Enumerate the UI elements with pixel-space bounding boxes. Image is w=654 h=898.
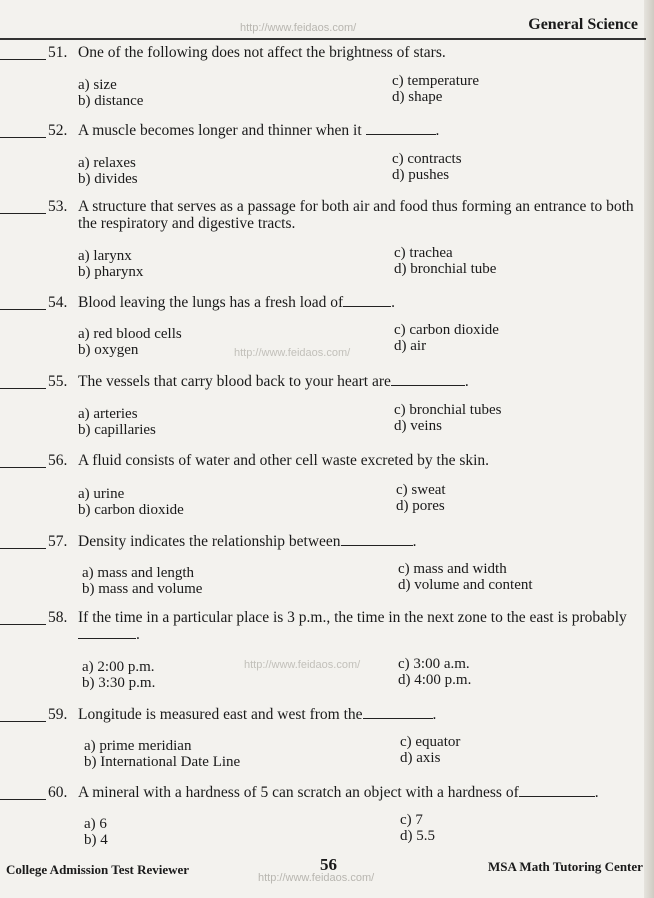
question-number: 55. xyxy=(48,373,68,390)
choice-b: b) divides xyxy=(78,171,138,187)
choice-d: d) volume and content xyxy=(398,577,533,593)
question-number: 52. xyxy=(48,122,68,139)
choice-c: c) temperature xyxy=(392,73,480,89)
choices-right xyxy=(394,245,496,277)
question-number: 58. xyxy=(48,609,68,626)
choice-a: a) relaxes xyxy=(78,155,136,171)
choice-a: a) size xyxy=(78,77,117,93)
watermark-url: http://www.feidaos.com/ xyxy=(234,347,351,359)
choice-d: d) pores xyxy=(396,498,445,514)
fill-in-blank[interactable] xyxy=(363,706,433,719)
choice-a: a) 2:00 p.m. xyxy=(82,659,155,675)
choice-a: a) 6 xyxy=(84,816,107,832)
choice-d: d) 4:00 p.m. xyxy=(398,672,472,688)
choices-right xyxy=(400,812,435,844)
footer-book-title: College Admission Test Reviewer xyxy=(6,862,190,877)
question-text: If the time in a particular place is 3 p.m., the time in the next zone to the east is probably . xyxy=(78,609,627,643)
choice-a: a) arteries xyxy=(78,406,138,422)
question-59 xyxy=(0,706,646,770)
choice-d: d) 5.5 xyxy=(400,828,435,844)
choice-d: d) air xyxy=(394,338,427,354)
header-divider xyxy=(0,38,646,40)
choice-c: c) contracts xyxy=(392,151,462,167)
choices-right xyxy=(392,151,462,183)
choice-c: c) equator xyxy=(400,734,461,750)
choice-b: b) carbon dioxide xyxy=(78,502,184,518)
question-number: 56. xyxy=(48,452,68,469)
answer-blank[interactable] xyxy=(0,609,46,625)
question-53 xyxy=(0,198,646,280)
choices-left xyxy=(78,155,138,187)
answer-blank[interactable] xyxy=(0,452,46,468)
fill-in-blank[interactable] xyxy=(341,533,413,546)
question-text: A muscle becomes longer and thinner when it . xyxy=(78,122,440,139)
choice-c: c) sweat xyxy=(396,482,446,498)
choices-right xyxy=(398,561,533,593)
choice-d: d) axis xyxy=(400,750,441,766)
page-title: General Science xyxy=(528,16,638,33)
question-text: Longitude is measured east and west from the . xyxy=(78,706,437,723)
answer-blank[interactable] xyxy=(0,533,46,549)
fill-in-blank[interactable] xyxy=(78,626,136,639)
choice-c: c) 3:00 a.m. xyxy=(398,656,470,672)
answer-blank[interactable] xyxy=(0,198,46,214)
choice-c: c) 7 xyxy=(400,812,423,828)
answer-blank[interactable] xyxy=(0,294,46,310)
choice-c: c) trachea xyxy=(394,245,453,261)
answer-blank[interactable] xyxy=(0,784,46,800)
choices-left xyxy=(78,248,143,280)
choice-a: a) larynx xyxy=(78,248,132,264)
choice-d: d) shape xyxy=(392,89,443,105)
choice-b: b) International Date Line xyxy=(84,754,241,770)
question-57 xyxy=(0,533,646,597)
choices-left xyxy=(78,77,143,109)
watermark-url: http://www.feidaos.com/ xyxy=(244,659,361,671)
choice-a: a) prime meridian xyxy=(84,738,192,754)
choices-right xyxy=(400,734,460,766)
choice-c: c) bronchial tubes xyxy=(394,402,502,418)
choices-left xyxy=(84,738,240,770)
choice-b: b) capillaries xyxy=(78,422,156,438)
choice-b: b) mass and volume xyxy=(82,581,203,597)
choices-right xyxy=(396,482,446,514)
answer-blank[interactable] xyxy=(0,706,46,722)
question-52 xyxy=(0,122,646,187)
choice-b: b) 4 xyxy=(84,832,108,848)
choices-left xyxy=(78,406,156,438)
answer-blank[interactable] xyxy=(0,373,46,389)
question-text: Blood leaving the lungs has a fresh load of . xyxy=(78,294,396,311)
choices-left xyxy=(84,816,108,848)
choice-b: b) distance xyxy=(78,93,144,109)
choice-b: b) 3:30 p.m. xyxy=(82,675,156,691)
choices-left xyxy=(78,326,182,358)
footer-publisher: MSA Math Tutoring Center xyxy=(488,859,643,874)
choices-right xyxy=(394,322,499,354)
answer-blank[interactable] xyxy=(0,122,46,138)
question-text: A structure that serves as a passage for both air and food thus forming an entrance to both the respiratory and digestive tracts. xyxy=(78,198,634,232)
question-text: A mineral with a hardness of 5 can scratch an object with a hardness of . xyxy=(78,784,599,801)
question-number: 53. xyxy=(48,198,68,215)
choice-a: a) urine xyxy=(78,486,125,502)
choice-b: b) oxygen xyxy=(78,342,139,358)
question-51 xyxy=(0,44,646,109)
question-number: 57. xyxy=(48,533,68,550)
fill-in-blank[interactable] xyxy=(391,373,465,386)
choice-c: c) carbon dioxide xyxy=(394,322,499,338)
fill-in-blank[interactable] xyxy=(519,784,595,797)
choice-c: c) mass and width xyxy=(398,561,507,577)
question-text: Density indicates the relationship between . xyxy=(78,533,417,550)
question-number: 51. xyxy=(48,44,68,61)
question-56 xyxy=(0,452,646,518)
question-number: 59. xyxy=(48,706,68,723)
choices-left xyxy=(78,486,184,518)
choice-d: d) veins xyxy=(394,418,442,434)
question-number: 60. xyxy=(48,784,68,801)
choices-left xyxy=(82,659,155,691)
watermark-url: http://www.feidaos.com/ xyxy=(240,22,357,34)
choices-right xyxy=(392,73,479,105)
fill-in-blank[interactable] xyxy=(343,294,391,307)
question-55 xyxy=(0,373,646,438)
watermark-url: http://www.feidaos.com/ xyxy=(258,872,375,884)
fill-in-blank[interactable] xyxy=(366,122,436,135)
question-number: 54. xyxy=(48,294,68,311)
choices-left xyxy=(82,565,202,597)
choice-a: a) mass and length xyxy=(82,565,195,581)
page-number: 56 xyxy=(320,855,337,874)
question-text: One of the following does not affect the brightness of stars. xyxy=(78,44,446,61)
choices-right xyxy=(394,402,501,434)
answer-blank[interactable] xyxy=(0,44,46,60)
question-60 xyxy=(0,784,646,848)
choices-right xyxy=(398,656,471,688)
choice-a: a) red blood cells xyxy=(78,326,182,342)
choice-d: d) pushes xyxy=(392,167,450,183)
question-text: The vessels that carry blood back to your heart are . xyxy=(78,373,469,390)
question-text: A fluid consists of water and other cell waste excreted by the skin. xyxy=(78,452,490,469)
choice-d: d) bronchial tube xyxy=(394,261,497,277)
choice-b: b) pharynx xyxy=(78,264,144,280)
